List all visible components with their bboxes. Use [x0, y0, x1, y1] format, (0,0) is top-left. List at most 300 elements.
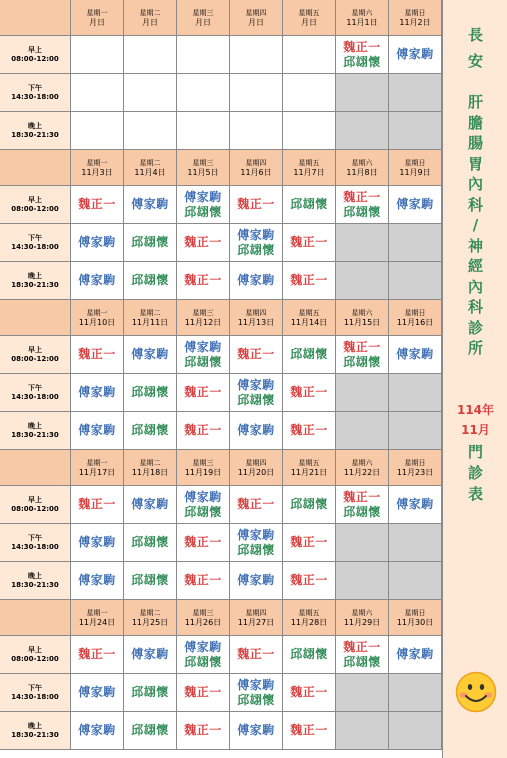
- doctor-cell: [230, 262, 283, 300]
- doctor-name: 傅家駒: [78, 573, 116, 587]
- date-label: 11月2日: [399, 17, 431, 27]
- weekday-label: 星期四: [245, 158, 267, 167]
- doctor-cell: [283, 412, 336, 450]
- slot-time: 08:00-12:00: [11, 654, 59, 663]
- date-label: 11月12日: [184, 317, 222, 327]
- closed-cell: [389, 262, 442, 300]
- doctor-name: 邱翃懷: [131, 385, 169, 399]
- closed-cell: [336, 712, 389, 750]
- doctor-cell: [283, 712, 336, 750]
- time-slot-label: [0, 636, 71, 674]
- doctor-cell: [177, 712, 230, 750]
- slot-time: 18:30-21:30: [11, 280, 59, 289]
- closed-cell: [389, 524, 442, 562]
- doctor-cell: [283, 486, 336, 524]
- day-header: [336, 150, 389, 186]
- doctor-name: 傅家駒: [184, 489, 222, 504]
- doctor-name: 傅家駒: [396, 197, 434, 211]
- doctor-name: 魏正一: [343, 489, 381, 504]
- day-header: [283, 450, 336, 486]
- doctor-name: 魏正一: [184, 573, 222, 587]
- doctor-cell: [71, 524, 124, 562]
- weekday-label: 星期二: [139, 8, 161, 17]
- doctor-cell: [283, 336, 336, 374]
- slot-name: 晚上: [28, 421, 42, 430]
- day-header: [389, 450, 442, 486]
- slot-name: 早上: [28, 345, 42, 354]
- side-char: 肝: [467, 93, 483, 111]
- empty-cell: [230, 74, 283, 112]
- weekday-label: 星期五: [298, 158, 320, 167]
- side-char: 胃: [467, 154, 483, 173]
- doctor-cell: [230, 562, 283, 600]
- doctor-cell: [124, 636, 177, 674]
- doctor-cell: [71, 674, 124, 712]
- side-char: 科: [467, 298, 483, 316]
- doctor-cell: [71, 486, 124, 524]
- side-char: 所: [467, 339, 483, 357]
- weekday-label: 星期六: [351, 308, 373, 317]
- doctor-name: 邱翃懷: [131, 273, 169, 287]
- doctor-name: 魏正一: [343, 639, 381, 654]
- doctor-cell: [283, 186, 336, 224]
- day-header: [336, 450, 389, 486]
- doctor-name: 傅家駒: [131, 197, 169, 211]
- header-corner: [0, 300, 71, 336]
- doctor-name: 魏正一: [237, 347, 275, 361]
- slot-time: 14:30-18:00: [11, 92, 59, 101]
- doctor-cell: [230, 374, 283, 412]
- doctor-cell: [177, 486, 230, 524]
- day-header: [230, 150, 283, 186]
- doctor-name: 魏正一: [184, 535, 222, 549]
- date-label: 11月25日: [131, 617, 169, 627]
- day-header: [177, 0, 230, 36]
- weekday-label: 星期日: [404, 8, 426, 17]
- slot-name: 晚上: [28, 721, 42, 730]
- doctor-cell: [283, 636, 336, 674]
- doctor-name: 魏正一: [184, 423, 222, 437]
- date-label: 11月1日: [346, 17, 378, 27]
- closed-cell: [389, 224, 442, 262]
- doctor-name: 魏正一: [184, 273, 222, 287]
- time-slot-label: [0, 374, 71, 412]
- side-char: 科: [467, 195, 483, 214]
- doctor-name: 邱翃懷: [131, 535, 169, 549]
- doctor-name: 傅家駒: [78, 723, 116, 737]
- doctor-name: 魏正一: [78, 497, 116, 511]
- day-header: [71, 450, 124, 486]
- doctor-name: 魏正一: [290, 235, 328, 249]
- weekday-label: 星期四: [245, 8, 267, 17]
- closed-cell: [336, 524, 389, 562]
- date-label: 月日: [195, 17, 211, 27]
- doctor-name: 邱翃懷: [290, 647, 328, 661]
- department-name: [443, 92, 507, 359]
- doctor-cell: [389, 336, 442, 374]
- empty-cell: [124, 36, 177, 74]
- doctor-cell: [230, 712, 283, 750]
- doctor-name: 邱翃懷: [290, 197, 328, 211]
- date-label: 11月27日: [237, 617, 275, 627]
- weekday-label: 星期二: [139, 608, 161, 617]
- weekday-label: 星期五: [298, 608, 320, 617]
- slot-time: 14:30-18:00: [11, 542, 59, 551]
- weekday-label: 星期四: [245, 308, 267, 317]
- weekday-label: 星期一: [86, 8, 108, 17]
- day-header: [230, 450, 283, 486]
- doctor-name: 傅家駒: [237, 423, 275, 437]
- slot-name: 下午: [28, 533, 42, 542]
- doctor-name: 邱翃懷: [131, 685, 169, 699]
- doctor-cell: [389, 636, 442, 674]
- doctor-name: 傅家駒: [131, 647, 169, 661]
- doctor-cell: [389, 486, 442, 524]
- day-header: [336, 600, 389, 636]
- doctor-name: 魏正一: [237, 197, 275, 211]
- weekday-label: 星期日: [404, 458, 426, 467]
- doctor-cell: [283, 674, 336, 712]
- doctor-name: 傅家駒: [396, 47, 434, 61]
- doctor-cell: [71, 262, 124, 300]
- doctor-name: 邱翃懷: [184, 354, 222, 369]
- empty-cell: [230, 36, 283, 74]
- doctor-name: 傅家駒: [184, 639, 222, 654]
- doctor-name: 魏正一: [290, 273, 328, 287]
- doctor-name: 魏正一: [343, 189, 381, 204]
- empty-cell: [177, 112, 230, 150]
- date-label: 11月18日: [131, 467, 169, 477]
- doctor-name: 傅家駒: [237, 723, 275, 737]
- date-label: 月日: [89, 17, 105, 27]
- time-slot-label: [0, 674, 71, 712]
- weekday-label: 星期五: [298, 8, 320, 17]
- header-corner: [0, 450, 71, 486]
- doctor-name: 邱翃懷: [343, 654, 381, 669]
- doctor-name: 傅家駒: [78, 423, 116, 437]
- doctor-cell: [177, 224, 230, 262]
- date-label: 11月23日: [396, 467, 434, 477]
- day-header: [283, 0, 336, 36]
- empty-cell: [124, 112, 177, 150]
- doctor-name: 魏正一: [78, 647, 116, 661]
- doctor-name: 傅家駒: [237, 573, 275, 587]
- empty-cell: [283, 112, 336, 150]
- slot-name: 早上: [28, 195, 42, 204]
- slot-time: 18:30-21:30: [11, 430, 59, 439]
- side-panel: [442, 0, 507, 758]
- empty-cell: [230, 112, 283, 150]
- doctor-name: 魏正一: [290, 385, 328, 399]
- doctor-name: 傅家駒: [237, 527, 275, 542]
- doctor-cell: [336, 486, 389, 524]
- doctor-name: 傅家駒: [237, 273, 275, 287]
- doctor-name: 邱翃懷: [131, 573, 169, 587]
- weekday-label: 星期日: [404, 608, 426, 617]
- doctor-cell: [177, 262, 230, 300]
- closed-cell: [336, 224, 389, 262]
- doctor-cell: [71, 336, 124, 374]
- doctor-cell: [177, 562, 230, 600]
- doctor-cell: [177, 636, 230, 674]
- doctor-cell: [283, 374, 336, 412]
- time-slot-label: [0, 186, 71, 224]
- doctor-name: 魏正一: [184, 685, 222, 699]
- doctor-cell: [124, 224, 177, 262]
- period-line: 114年: [456, 403, 495, 417]
- doctor-cell: [177, 374, 230, 412]
- doctor-name: 魏正一: [343, 339, 381, 354]
- slot-time: 08:00-12:00: [11, 504, 59, 513]
- empty-cell: [177, 36, 230, 74]
- slot-name: 晚上: [28, 271, 42, 280]
- doctor-cell: [283, 262, 336, 300]
- time-slot-label: [0, 486, 71, 524]
- weekday-label: 星期二: [139, 458, 161, 467]
- weekday-label: 星期六: [351, 8, 373, 17]
- doctor-name: 傅家駒: [78, 235, 116, 249]
- doctor-cell: [230, 674, 283, 712]
- doctor-cell: [336, 36, 389, 74]
- day-header: [124, 600, 177, 636]
- slot-name: 早上: [28, 495, 42, 504]
- closed-cell: [389, 412, 442, 450]
- date-label: 11月6日: [240, 167, 272, 177]
- doctor-name: 魏正一: [237, 497, 275, 511]
- day-header: [124, 300, 177, 336]
- time-slot-label: [0, 562, 71, 600]
- doctor-cell: [71, 374, 124, 412]
- date-label: 11月3日: [81, 167, 113, 177]
- empty-cell: [71, 36, 124, 74]
- closed-cell: [336, 74, 389, 112]
- doctor-name: 魏正一: [184, 723, 222, 737]
- closed-cell: [389, 112, 442, 150]
- doctor-name: 魏正一: [290, 723, 328, 737]
- day-header: [71, 150, 124, 186]
- slot-name: 晚上: [28, 121, 42, 130]
- doctor-name: 邱翃懷: [290, 497, 328, 511]
- doctor-cell: [336, 186, 389, 224]
- doctor-name: 傅家駒: [237, 677, 275, 692]
- doctor-cell: [71, 712, 124, 750]
- time-slot-label: [0, 712, 71, 750]
- doctor-name: 邱翃懷: [343, 504, 381, 519]
- doctor-name: 魏正一: [78, 347, 116, 361]
- date-label: 11月10日: [78, 317, 116, 327]
- doctor-name: 邱翃懷: [131, 723, 169, 737]
- date-label: 11月29日: [343, 617, 381, 627]
- doctor-cell: [177, 674, 230, 712]
- day-header: [71, 600, 124, 636]
- day-header: [71, 0, 124, 36]
- day-header: [177, 300, 230, 336]
- doctor-name: 邱翃懷: [131, 423, 169, 437]
- day-header: [177, 150, 230, 186]
- date-label: 11月9日: [399, 167, 431, 177]
- weekday-label: 星期一: [86, 458, 108, 467]
- date-label: 11月19日: [184, 467, 222, 477]
- closed-cell: [389, 374, 442, 412]
- weekday-label: 星期五: [298, 308, 320, 317]
- smiley-face-icon: [455, 671, 497, 713]
- doctor-name: 邱翃懷: [290, 347, 328, 361]
- doctor-name: 魏正一: [290, 573, 328, 587]
- doctor-cell: [124, 712, 177, 750]
- time-slot-label: [0, 262, 71, 300]
- weekday-label: 星期三: [192, 308, 214, 317]
- weekday-label: 星期一: [86, 158, 108, 167]
- doctor-cell: [230, 486, 283, 524]
- date-label: 11月15日: [343, 317, 381, 327]
- doctor-name: 傅家駒: [396, 497, 434, 511]
- doctor-name: 邱翃懷: [237, 242, 275, 257]
- day-header: [389, 0, 442, 36]
- side-char: 診: [467, 318, 483, 337]
- date-label: 11月30日: [396, 617, 434, 627]
- slot-time: 08:00-12:00: [11, 54, 59, 63]
- doctor-name: 魏正一: [290, 535, 328, 549]
- day-header: [230, 300, 283, 336]
- time-slot-label: [0, 336, 71, 374]
- slot-time: 08:00-12:00: [11, 354, 59, 363]
- doctor-name: 魏正一: [290, 423, 328, 437]
- slot-name: 早上: [28, 45, 42, 54]
- doctor-cell: [336, 336, 389, 374]
- doctor-name: 魏正一: [184, 385, 222, 399]
- doctor-cell: [124, 374, 177, 412]
- doctor-cell: [124, 674, 177, 712]
- side-char: 神: [467, 236, 483, 255]
- clinic-name: [443, 22, 507, 74]
- date-label: 11月7日: [293, 167, 325, 177]
- doctor-cell: [230, 336, 283, 374]
- doctor-name: 邱翃懷: [184, 504, 222, 519]
- slot-time: 14:30-18:00: [11, 242, 59, 251]
- closed-cell: [336, 112, 389, 150]
- doctor-cell: [71, 636, 124, 674]
- day-header: [177, 450, 230, 486]
- doctor-cell: [177, 336, 230, 374]
- doctor-cell: [230, 524, 283, 562]
- side-char: 安: [467, 52, 483, 70]
- time-slot-label: [0, 74, 71, 112]
- day-header: [124, 150, 177, 186]
- weekday-label: 星期四: [245, 458, 267, 467]
- slot-name: 下午: [28, 233, 42, 242]
- header-corner: [0, 150, 71, 186]
- empty-cell: [283, 36, 336, 74]
- day-header: [389, 300, 442, 336]
- date-label: 11月13日: [237, 317, 275, 327]
- schedule-period: [443, 400, 507, 440]
- side-char: 門: [467, 443, 483, 461]
- side-char: 膽: [467, 113, 483, 132]
- slot-name: 下午: [28, 83, 42, 92]
- doctor-name: 邱翃懷: [237, 692, 275, 707]
- time-slot-label: [0, 112, 71, 150]
- day-header: [230, 600, 283, 636]
- slot-time: 18:30-21:30: [11, 730, 59, 739]
- weekday-label: 星期一: [86, 308, 108, 317]
- date-label: 11月22日: [343, 467, 381, 477]
- date-label: 11月17日: [78, 467, 116, 477]
- weekday-label: 星期三: [192, 608, 214, 617]
- slot-time: 18:30-21:30: [11, 580, 59, 589]
- side-char: 內: [467, 175, 483, 193]
- time-slot-label: [0, 224, 71, 262]
- doctor-cell: [283, 524, 336, 562]
- doctor-cell: [230, 224, 283, 262]
- header-corner: [0, 0, 71, 36]
- weekday-label: 星期五: [298, 458, 320, 467]
- weekday-label: 星期日: [404, 158, 426, 167]
- date-label: 11月26日: [184, 617, 222, 627]
- day-header: [283, 600, 336, 636]
- slot-name: 早上: [28, 645, 42, 654]
- doctor-name: 傅家駒: [131, 347, 169, 361]
- date-label: 11月21日: [290, 467, 328, 477]
- doctor-cell: [71, 412, 124, 450]
- doctor-name: 魏正一: [184, 235, 222, 249]
- doctor-cell: [283, 562, 336, 600]
- date-label: 11月11日: [131, 317, 169, 327]
- date-label: 月日: [301, 17, 317, 27]
- closed-cell: [389, 74, 442, 112]
- weekday-label: 星期六: [351, 458, 373, 467]
- doctor-cell: [71, 562, 124, 600]
- date-label: 11月5日: [187, 167, 219, 177]
- doctor-name: 傅家駒: [78, 685, 116, 699]
- time-slot-label: [0, 412, 71, 450]
- date-label: 11月20日: [237, 467, 275, 477]
- doctor-cell: [389, 186, 442, 224]
- doctor-name: 傅家駒: [396, 347, 434, 361]
- slot-name: 下午: [28, 383, 42, 392]
- empty-cell: [283, 74, 336, 112]
- closed-cell: [336, 374, 389, 412]
- day-header: [124, 0, 177, 36]
- date-label: 11月8日: [346, 167, 378, 177]
- slot-name: 下午: [28, 683, 42, 692]
- doctor-cell: [124, 524, 177, 562]
- slot-time: 14:30-18:00: [11, 692, 59, 701]
- doctor-name: 邱翃懷: [343, 354, 381, 369]
- day-header: [389, 150, 442, 186]
- doctor-name: 傅家駒: [78, 535, 116, 549]
- weekday-label: 星期四: [245, 608, 267, 617]
- date-label: 11月16日: [396, 317, 434, 327]
- doctor-cell: [124, 186, 177, 224]
- weekday-label: 星期三: [192, 8, 214, 17]
- doctor-name: 邱翃懷: [184, 204, 222, 219]
- date-label: 月日: [248, 17, 264, 27]
- slot-time: 14:30-18:00: [11, 392, 59, 401]
- doctor-cell: [283, 224, 336, 262]
- weekday-label: 星期二: [139, 308, 161, 317]
- day-header: [71, 300, 124, 336]
- doctor-cell: [124, 486, 177, 524]
- date-label: 月日: [142, 17, 158, 27]
- time-slot-label: [0, 36, 71, 74]
- date-label: 11月24日: [78, 617, 116, 627]
- weekday-label: 星期日: [404, 308, 426, 317]
- closed-cell: [389, 674, 442, 712]
- time-slot-label: [0, 524, 71, 562]
- weekday-label: 星期三: [192, 158, 214, 167]
- side-char: 腸: [467, 134, 483, 152]
- day-header: [124, 450, 177, 486]
